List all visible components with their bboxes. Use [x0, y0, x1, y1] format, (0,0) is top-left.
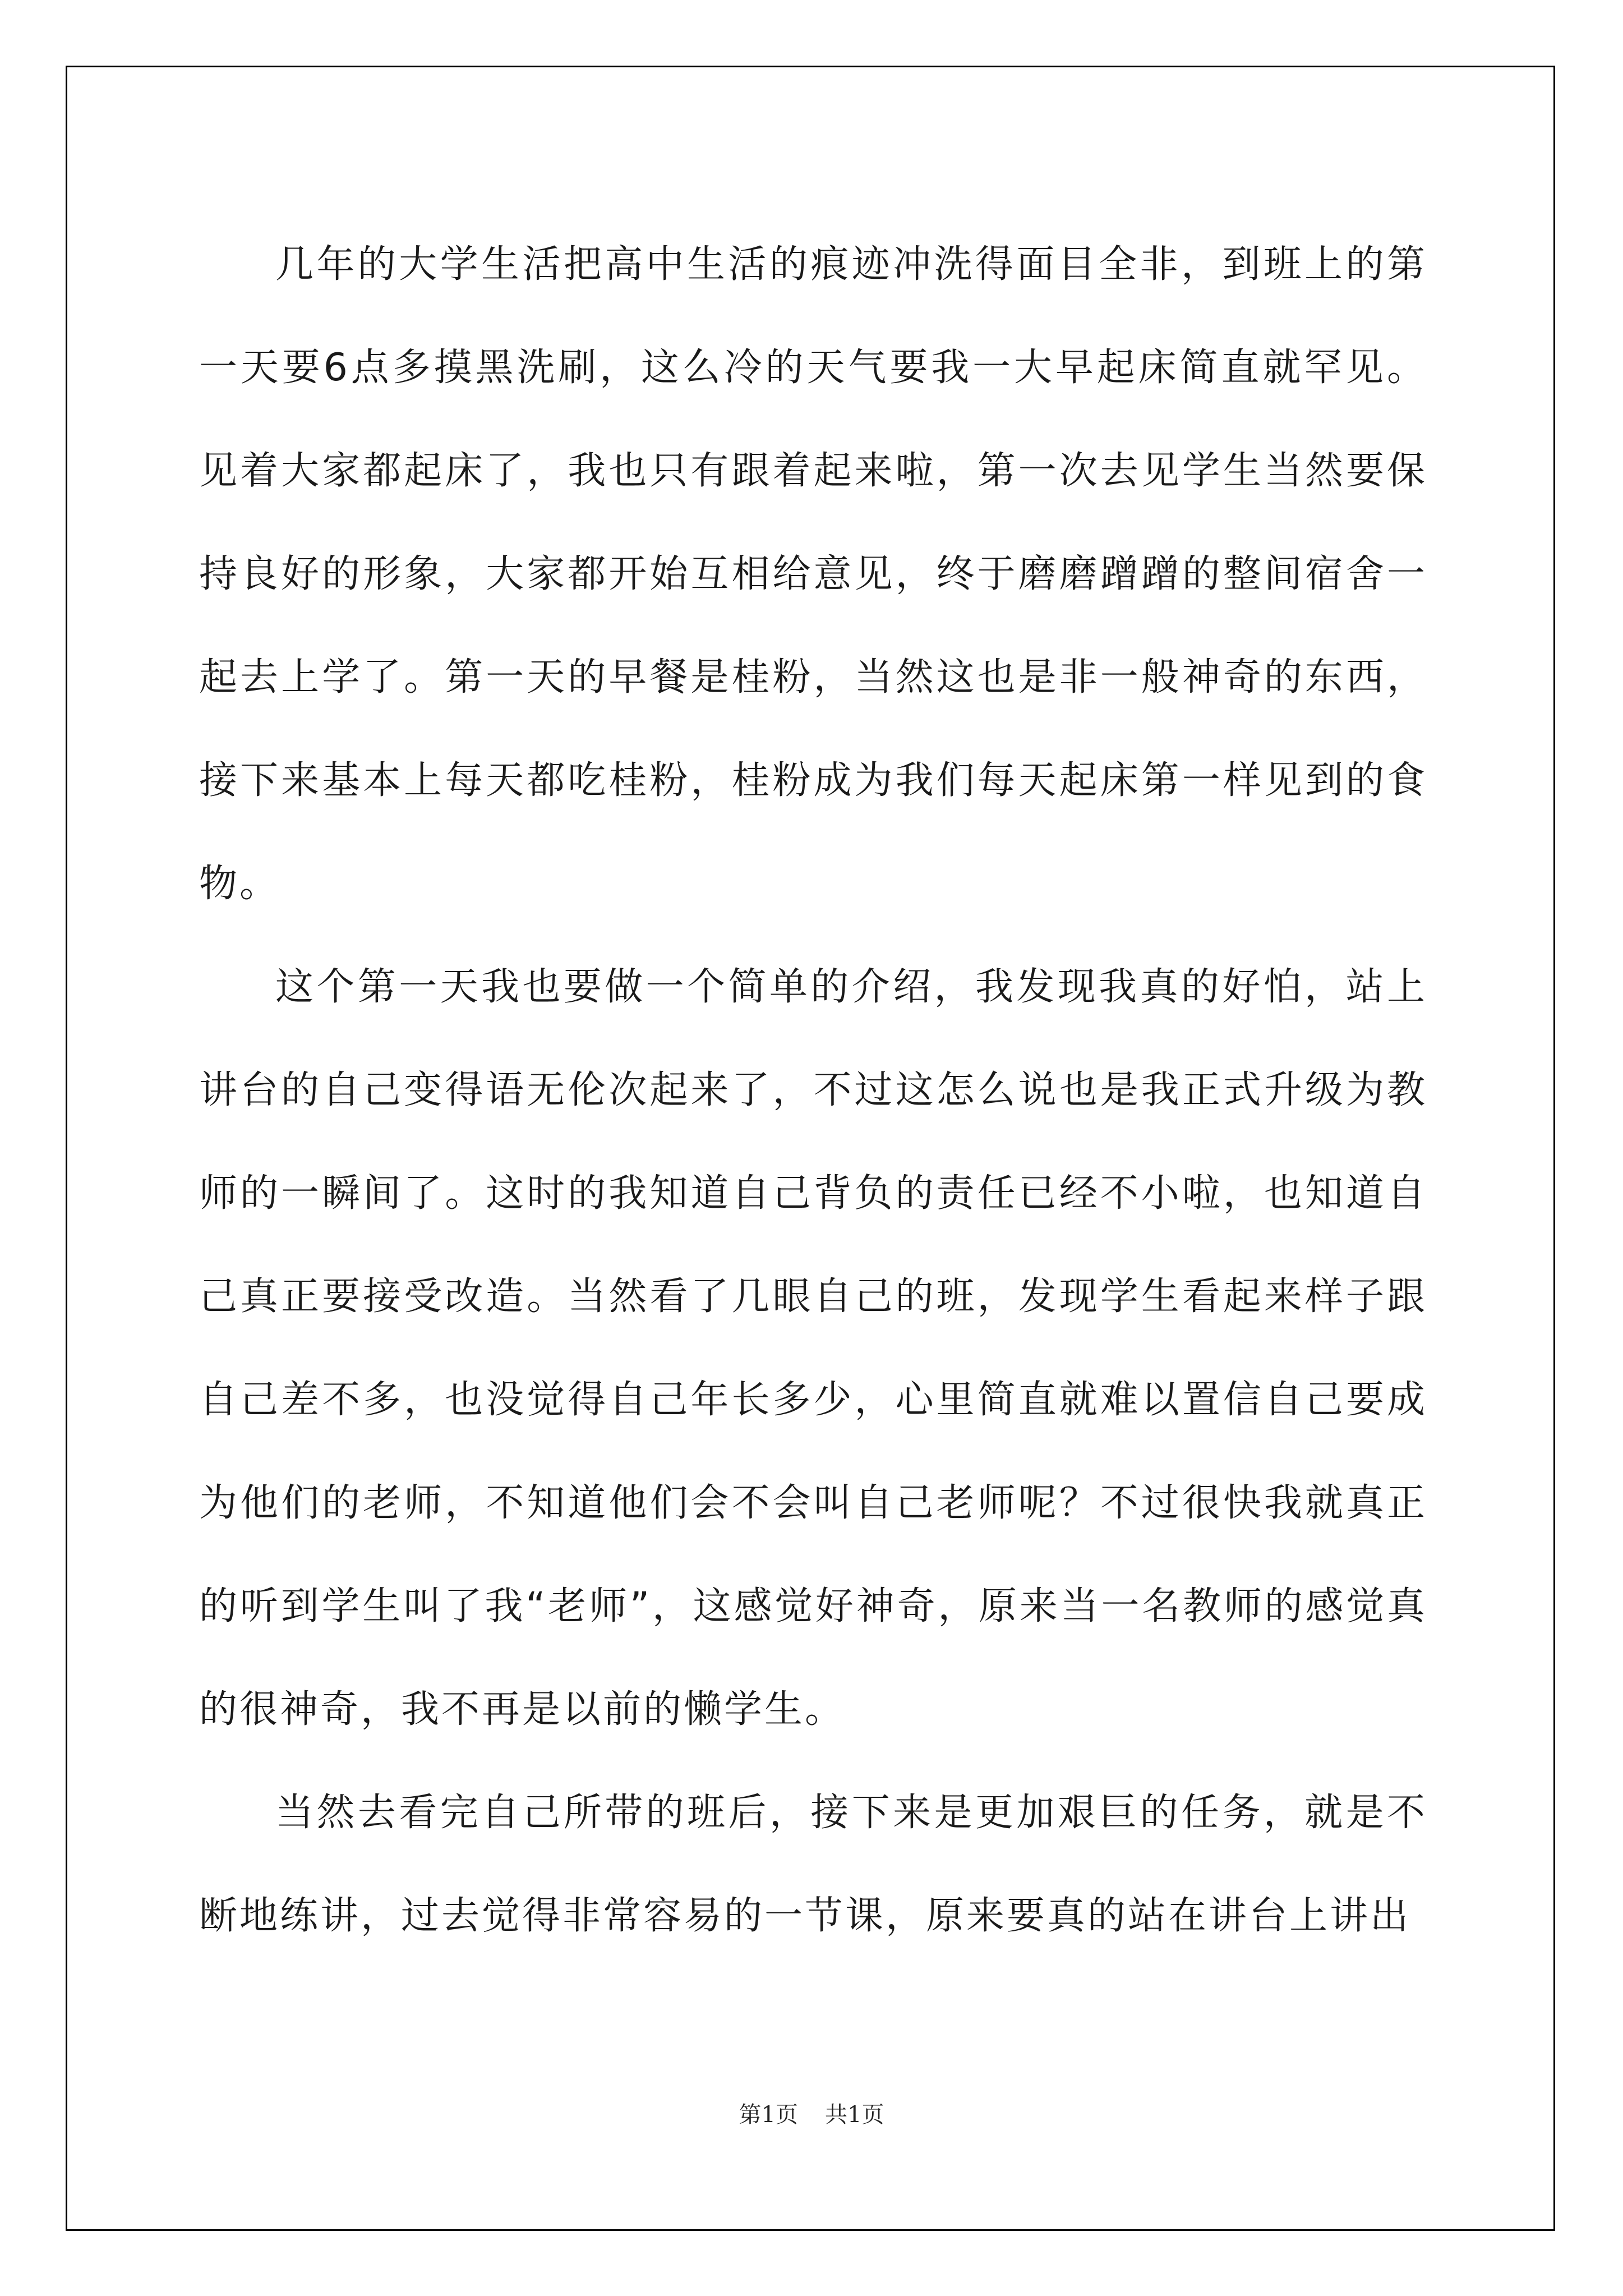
paragraph-1: 几年的大学生活把高中生活的痕迹冲洗得面目全非，到班上的第一天要6点多摸黑洗刷，这么冷的天气要我一大早起床简直就罕见。见着大家都起床了，我也只有跟着起来啦，第一次去见学生当然要保持良好的形象，大家都开始互相给意见，终于磨磨蹭蹭的整间宿舍一起去上学了。第一天的早餐是桂粉，当然这也是非一般神奇的东西，接下来基本上每天都吃桂粉，桂粉成为我们每天起床第一样见到的食物。 [199, 242, 1427, 906]
paragraph-2: 这个第一天我也要做一个简单的介绍，我发现我真的好怕，站上讲台的自己变得语无伦次起来了，不过这怎么说也是我正式升级为教师的一瞬间了。这时的我知道自己背负的责任已经不小啦，也知道自己真正要接受改造。当然看了几眼自己的班，发现学生看起来样子跟自己差不多，也没觉得自己年长多少，心里简直就难以置信自己要成为他们的老师，不知道他们会不会叫自己老师呢？不过很快我就真正的听到学生叫了我“老师”，这感觉好神奇，原来当一名教师的感觉真的很神奇，我不再是以前的懒学生。 [199, 965, 1427, 1732]
paragraph-3: 当然去看完自己所带的班后，接下来是更加艰巨的任务，就是不断地练讲，过去觉得非常容易的一节课，原来要真的站在讲台上讲出 [199, 1791, 1427, 1938]
page-number: 第1页 [739, 2102, 798, 2128]
page-total: 共1页 [825, 2102, 884, 2128]
document-body [199, 213, 1427, 1968]
page-footer [0, 2097, 1623, 2129]
